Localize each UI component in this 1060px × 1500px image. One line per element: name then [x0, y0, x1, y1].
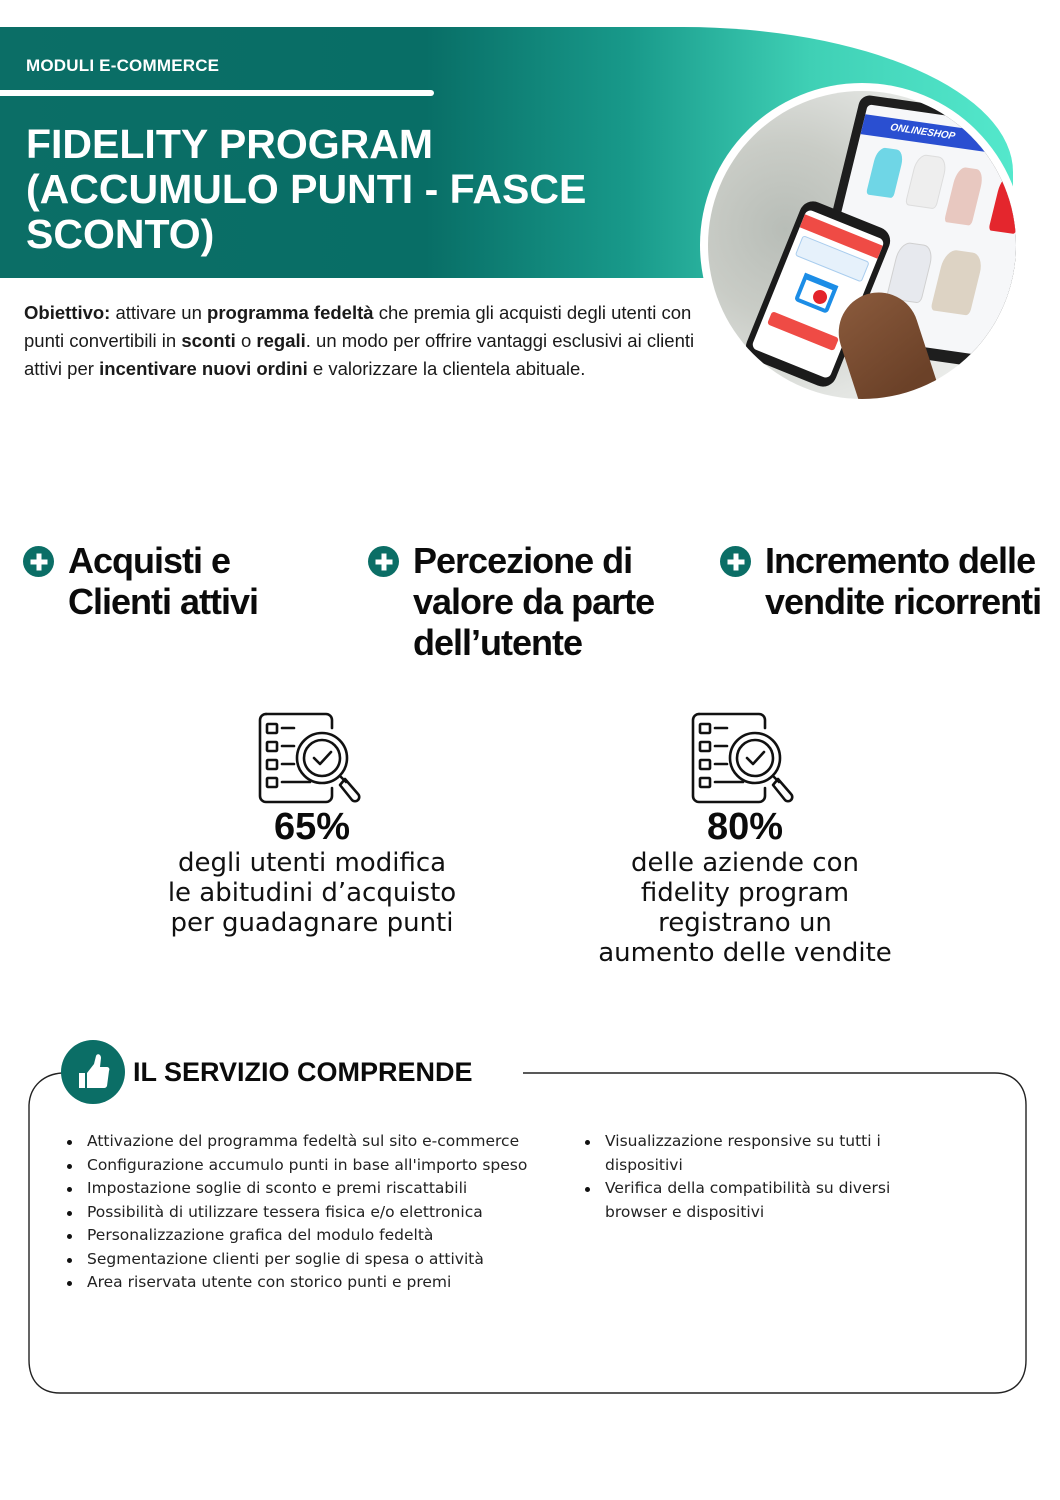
list-item: Possibilità di utilizzare tessera fisica e/o elettronica — [65, 1201, 535, 1225]
benefit-item — [23, 540, 338, 622]
category-kicker: MODULI E-COMMERCE — [26, 56, 220, 75]
list-item: Segmentazione clienti per soglie di spesa o attività — [65, 1248, 535, 1272]
service-list-right — [583, 1130, 943, 1224]
title-line: FIDELITY PROGRAM — [26, 121, 433, 167]
benefit-label: Percezione di valore da parte dell’utente — [413, 540, 655, 663]
service-title: IL SERVIZIO COMPRENDE — [133, 1057, 473, 1087]
service-list-left — [65, 1130, 535, 1295]
stat-value: 65% — [273, 806, 351, 848]
page-title — [26, 122, 706, 257]
list-item: Personalizzazione grafica del modulo fedeltà — [65, 1224, 535, 1248]
title-line: (ACCUMULO PUNTI - FASCE — [26, 166, 587, 212]
hero-image-frame — [700, 83, 1024, 407]
list-item: Configurazione accumulo punti in base all'importo speso — [65, 1154, 535, 1178]
list-item: Area riservata utente con storico punti e premi — [65, 1271, 535, 1295]
stat-card — [545, 712, 945, 968]
list-item: Attivazione del programma fedeltà sul sito e-commerce — [65, 1130, 535, 1154]
checklist-magnifier-icon — [254, 712, 370, 806]
benefit-label: Acquisti e Clienti attivi — [68, 540, 259, 622]
benefit-item — [720, 540, 1060, 622]
list-item: Visualizzazione responsive su tutti i dispositivi — [583, 1130, 943, 1177]
checklist-magnifier-icon — [687, 712, 803, 806]
plus-circle-icon — [23, 546, 54, 577]
kicker-divider — [0, 90, 434, 96]
list-item: Impostazione soglie di sconto e premi riscattabili — [65, 1177, 535, 1201]
objective-label: Obiettivo: — [24, 302, 111, 323]
service-badge — [61, 1040, 125, 1104]
stat-value: 80% — [706, 806, 784, 848]
thumbs-up-icon — [61, 1040, 125, 1104]
plus-circle-icon — [368, 546, 399, 577]
stat-description: delle aziende con fidelity program registrano un aumento delle vendite — [598, 848, 892, 968]
hero-image — [708, 91, 1016, 399]
list-item: Verifica della compatibilità su diversi browser e dispositivi — [583, 1177, 943, 1224]
shop-banner: ONLINESHOP — [861, 114, 1016, 163]
cart-icon — [794, 273, 839, 314]
benefit-label: Incremento delle vendite ricorrenti — [765, 540, 1042, 622]
title-line: SCONTO) — [26, 211, 215, 257]
stat-card — [112, 712, 512, 938]
stat-description: degli utenti modifica le abitudini d’acquisto per guadagnare punti — [167, 848, 457, 938]
plus-circle-icon — [720, 546, 751, 577]
objective-paragraph: Obiettivo: attivare un programma fedeltà che premia gli acquisti degli utenti con punti convertibili in sconti o regali. un modo per offrire vantaggi esclusivi ai clienti attivi per incentivare nuovi ordini e valorizzare la clientela abituale. — [24, 302, 695, 379]
benefit-item — [368, 540, 713, 663]
